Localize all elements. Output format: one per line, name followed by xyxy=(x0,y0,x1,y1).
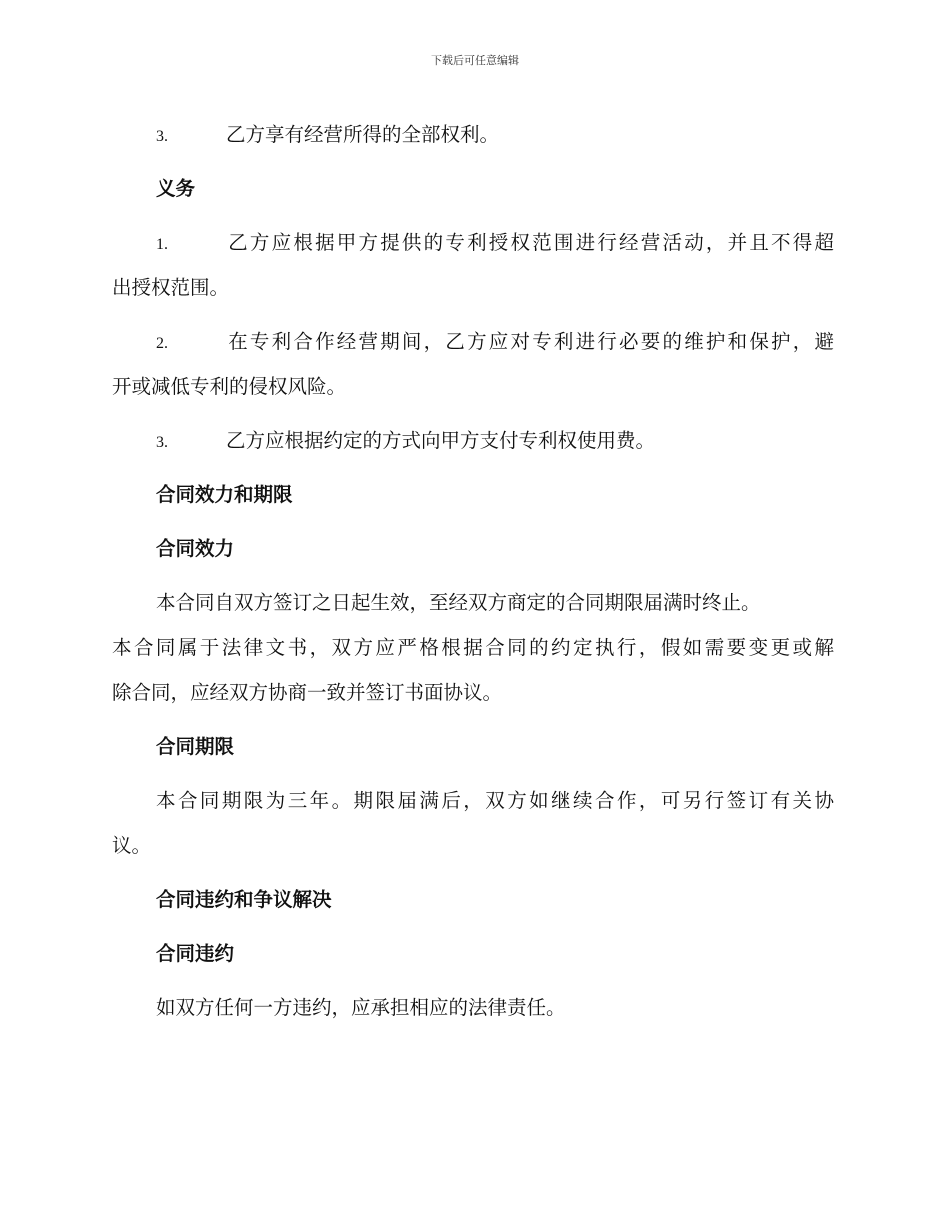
item-number: 2. xyxy=(156,335,168,352)
obligation-item-2-line2: 开或减低专利的侵权风险。 xyxy=(112,375,347,398)
term-line2: 议。 xyxy=(112,834,152,857)
rights-item-3 xyxy=(112,112,834,157)
validity-line2: 本合同属于法律文书，双方应严格根据合同的约定执行，假如需要变更或解 xyxy=(112,636,834,659)
obligation-item-3 xyxy=(112,418,834,463)
heading-breach: 合同违约 xyxy=(156,942,235,965)
term-line1: 本合同期限为三年。期限届满后，双方如继续合作，可另行签订有关协 xyxy=(156,789,834,812)
heading-term: 合同期限 xyxy=(156,735,235,758)
document-body xyxy=(112,112,834,1030)
obligation-item-2-line1 xyxy=(112,319,834,364)
item-text: 乙方应根据甲方提供的专利授权范围进行经营活动，并且不得超 xyxy=(226,231,834,254)
breach-text: 如双方任何一方违约，应承担相应的法律责任。 xyxy=(156,996,566,1019)
item-text: 乙方享有经营所得的全部权利。 xyxy=(226,123,500,146)
heading-validity: 合同效力 xyxy=(156,537,235,560)
obligation-item-1-line2: 出授权范围。 xyxy=(112,276,230,299)
item-text: 乙方应根据约定的方式向甲方支付专利权使用费。 xyxy=(226,429,656,452)
item-number: 1. xyxy=(156,236,168,253)
obligation-item-1-line1 xyxy=(112,220,834,265)
validity-line1: 本合同自双方签订之日起生效，至经双方商定的合同期限届满时终止。 xyxy=(156,591,761,614)
item-number: 3. xyxy=(156,128,168,145)
heading-validity-and-term: 合同效力和期限 xyxy=(156,483,293,506)
validity-line3: 除合同，应经双方协商一致并签订书面协议。 xyxy=(112,681,503,704)
item-text: 在专利合作经营期间，乙方应对专利进行必要的维护和保护，避 xyxy=(226,330,834,353)
heading-breach-and-dispute: 合同违约和争议解决 xyxy=(156,888,332,911)
heading-obligation: 义务 xyxy=(156,177,196,200)
item-number: 3. xyxy=(156,434,168,451)
page-header: 下载后可任意编辑 xyxy=(431,54,519,67)
